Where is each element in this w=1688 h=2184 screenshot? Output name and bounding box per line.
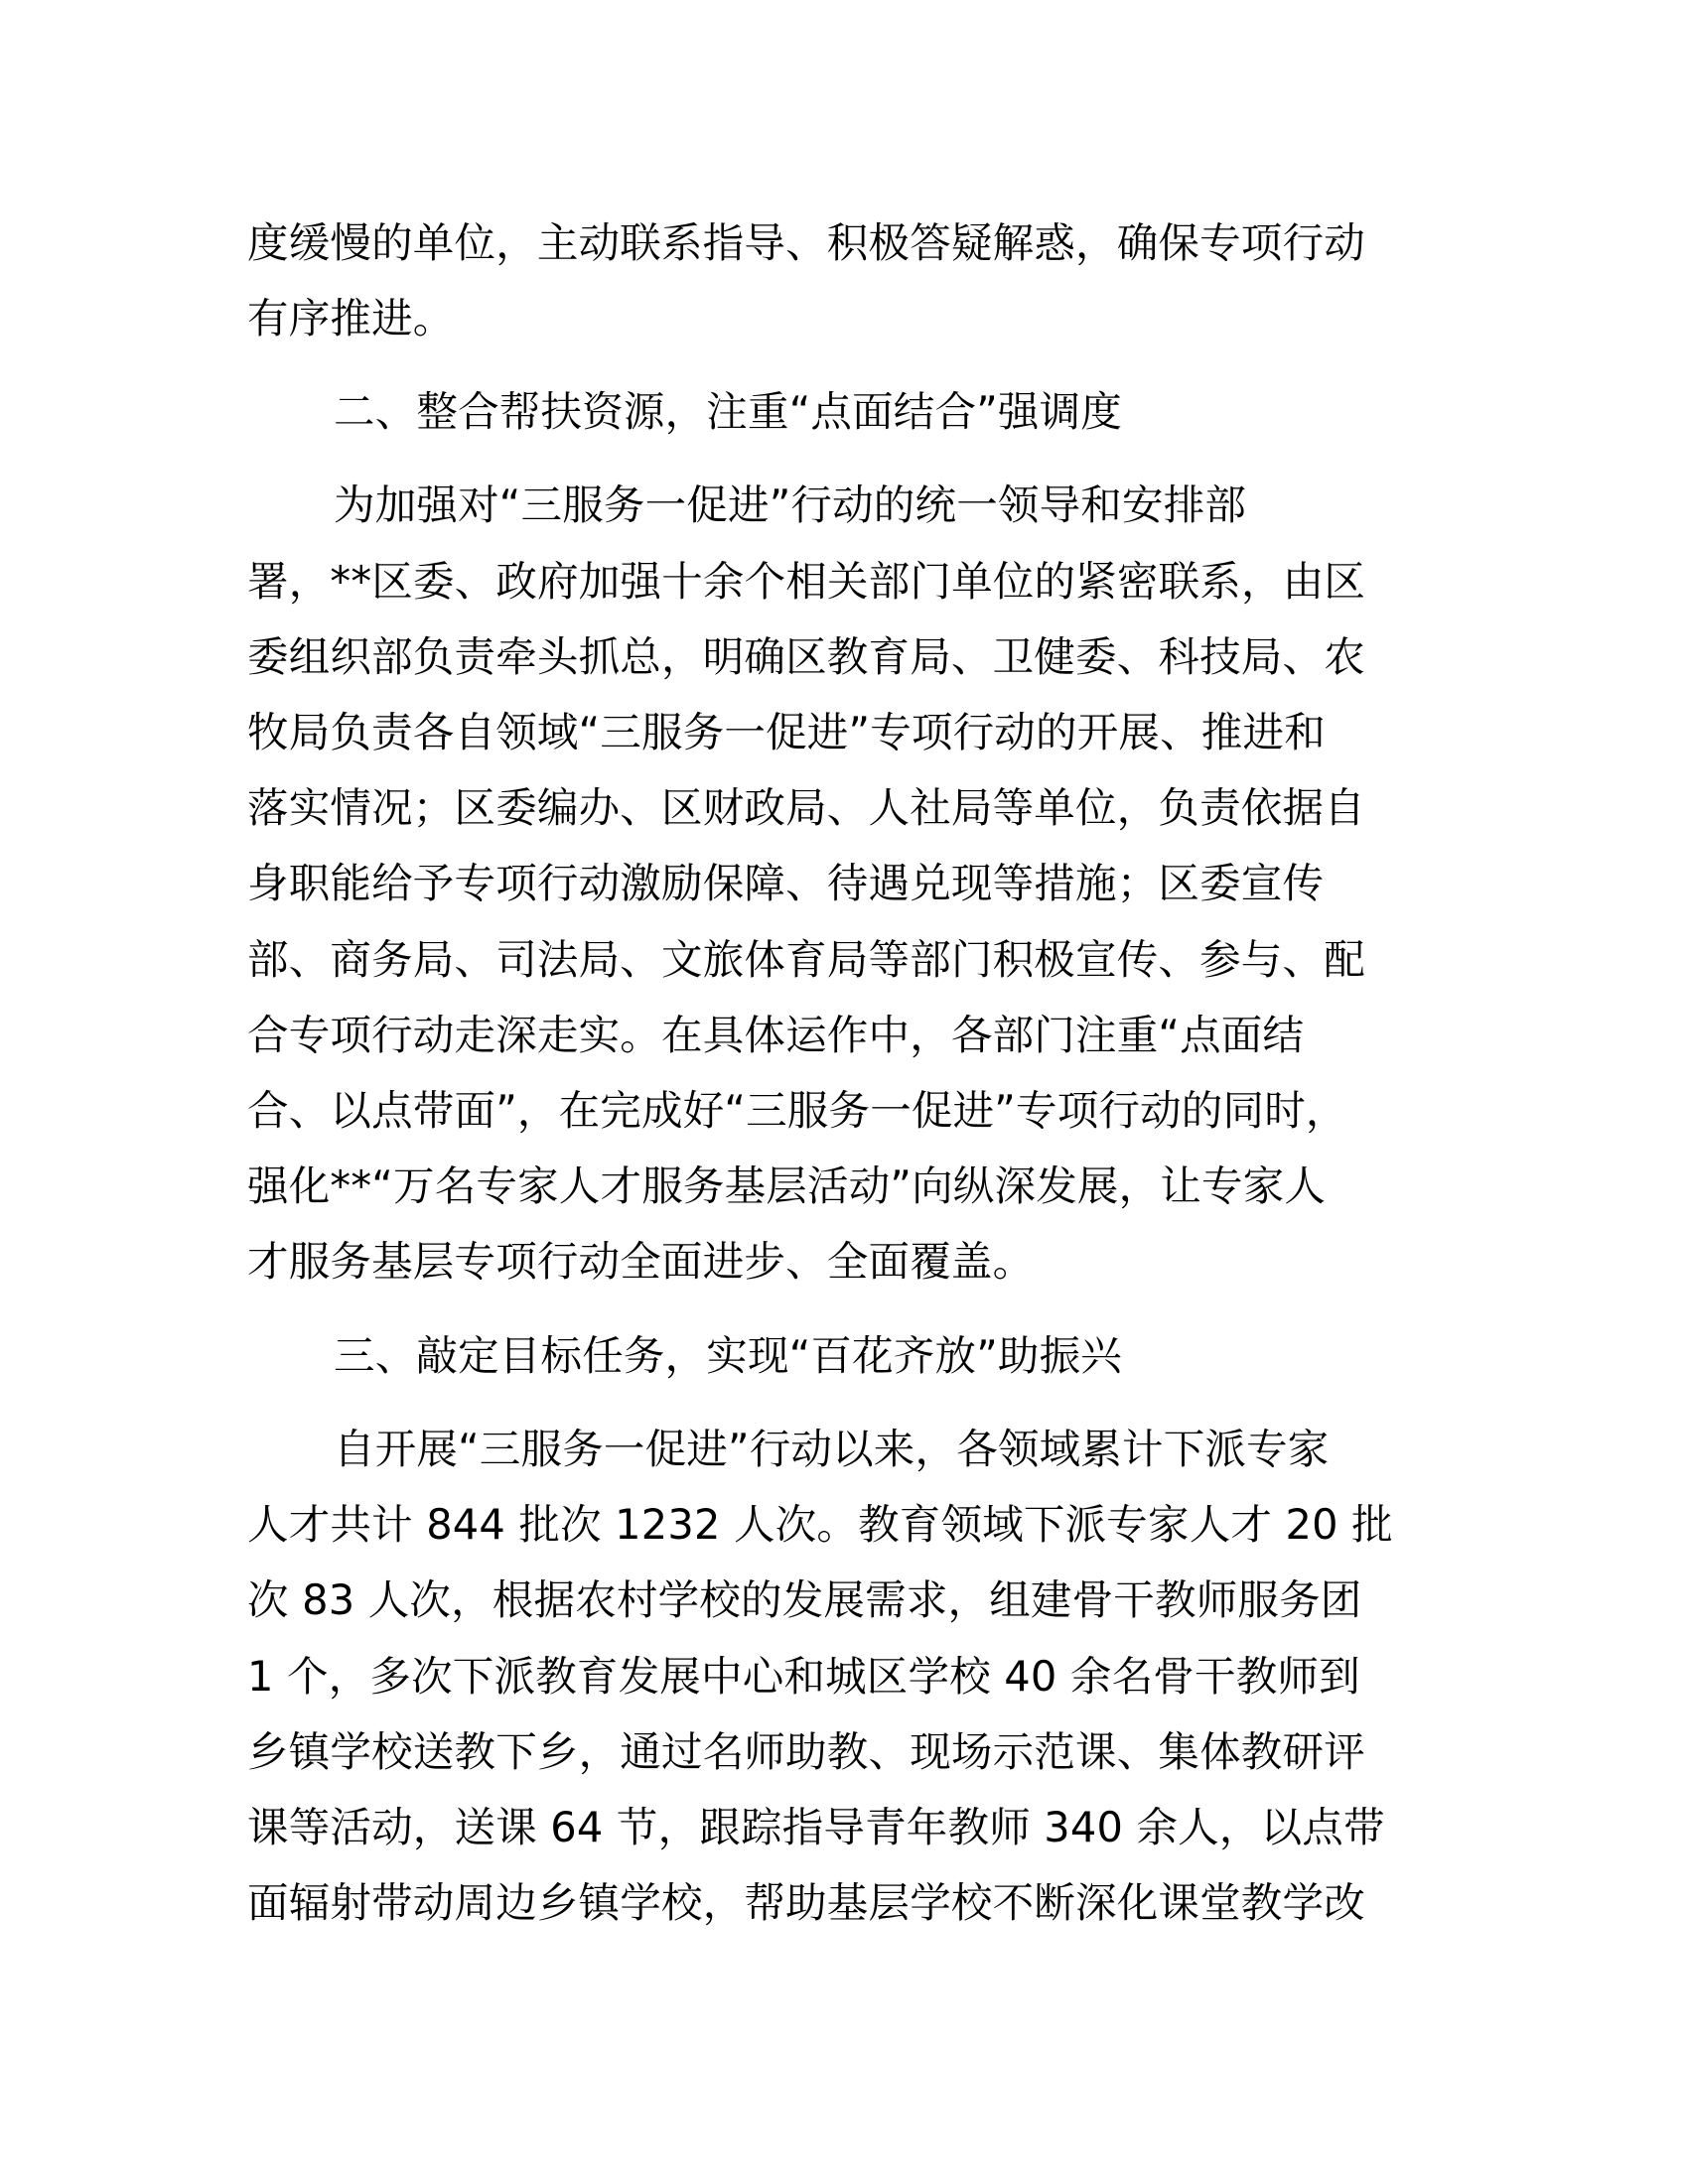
paragraph-line: 身职能给予专项行动激励保障、待遇兑现等措施；区委宣传 (247, 859, 1325, 907)
paragraph-line: 自开展“三服务一促进”行动以来，各领域累计下派专家 (334, 1425, 1330, 1473)
paragraph-line: 乡镇学校送教下乡，通过名师助教、现场示范课、集体教研评 (247, 1727, 1365, 1776)
paragraph-line: 课等活动，送课 64 节，跟踪指导青年教师 340 余人，以点带 (247, 1803, 1385, 1851)
paragraph-line: 次 83 人次，根据农村学校的发展需求，组建骨干教师服务团 (247, 1575, 1362, 1624)
paragraph-line: 人才共计 844 批次 1232 人次。教育领域下派专家人才 20 批 (247, 1500, 1393, 1549)
paragraph-line: 牧局负责各自领域“三服务一促进”专项行动的开展、推进和 (247, 708, 1326, 756)
paragraph-line: 为加强对“三服务一促进”行动的统一领导和安排部 (334, 480, 1247, 529)
paragraph-line: 强化**“万名专家人才服务基层活动”向纵深发展，让专家人 (247, 1161, 1327, 1210)
paragraph-line: 度缓慢的单位，主动联系指导、积极答疑解惑，确保专项行动 (247, 218, 1365, 267)
paragraph-line: 面辐射带动周边乡镇学校，帮助基层学校不断深化课堂教学改 (247, 1878, 1365, 1927)
paragraph-line: 有序推进。 (247, 294, 455, 342)
paragraph-line: 才服务基层专项行动全面进步、全面覆盖。 (247, 1237, 1035, 1286)
paragraph-line: 委组织部负责牵头抓总，明确区教育局、卫健委、科技局、农 (247, 632, 1365, 681)
paragraph-line: 署，**区委、政府加强十余个相关部门单位的紧密联系，由区 (247, 557, 1366, 606)
section-heading: 三、敲定目标任务，实现“百花齐放”助振兴 (334, 1331, 1123, 1380)
paragraph-line: 合、以点带面”，在完成好“三服务一促进”专项行动的同时， (247, 1086, 1347, 1135)
paragraph-line: 落实情况；区委编办、区财政局、人社局等单位，负责依据自 (247, 783, 1365, 832)
paragraph-line: 1 个，多次下派教育发展中心和城区学校 40 余名骨干教师到 (247, 1652, 1360, 1701)
section-heading: 二、整合帮扶资源，注重“点面结合”强调度 (334, 387, 1123, 436)
paragraph-line: 合专项行动走深走实。在具体运作中，各部门注重“点面结 (247, 1011, 1305, 1059)
paragraph-line: 部、商务局、司法局、文旅体育局等部门积极宣传、参与、配 (247, 935, 1365, 984)
